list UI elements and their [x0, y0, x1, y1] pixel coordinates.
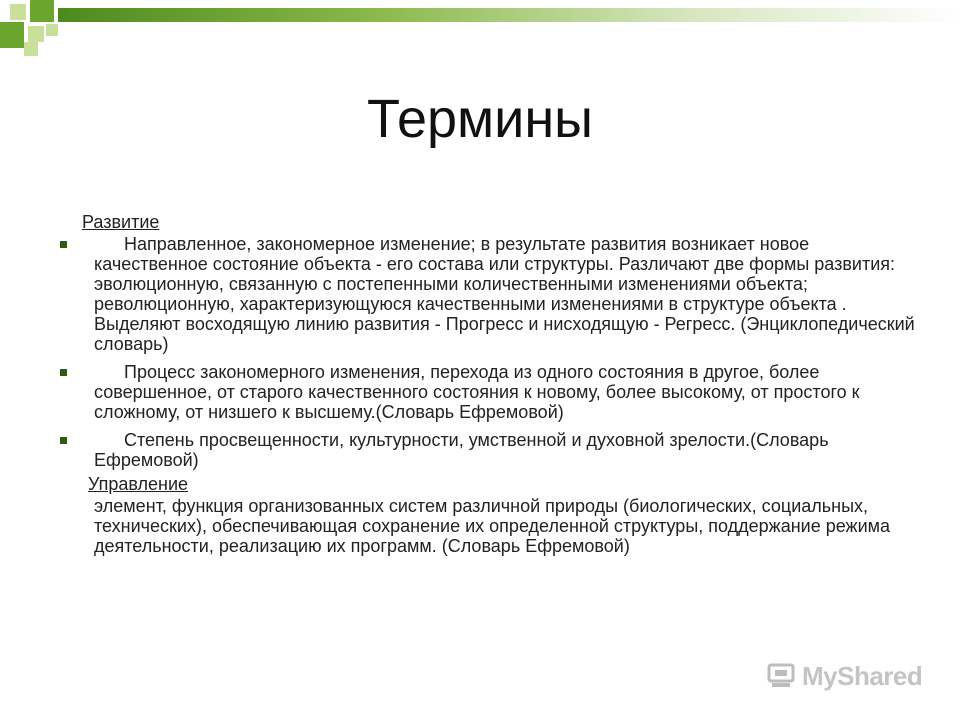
bullet-item: [60, 430, 920, 470]
definition-text: элемент, функция организованных систем различной природы (биологических, социальных, технических), обеспечивающая сохранение их определенной структуры, поддержание режима деятельности, реализацию их программ. (Словарь Ефремовой): [94, 496, 891, 556]
myshared-logo-icon: [766, 661, 796, 691]
bullet-text: Направленное, закономерное изменение; в результате развития возникает новое качественное состояние объекта - его состава или структуры. Различают две формы развития: эволюционную, связанную с постепенными количественными изменениями объекта; революционную, характеризующуюся качественными изменениями в структуре объекта . Выделяют восходящую линию развития - Прогресс и нисходящую - Регресс. (Энциклопедический словарь): [94, 234, 915, 354]
bullet-item: [60, 362, 920, 422]
bullet-item: [60, 234, 920, 354]
square-bullet-icon: [60, 369, 67, 376]
term-heading-management: Управление: [88, 474, 189, 494]
square-bullet-icon: [60, 437, 67, 444]
slide-title: Термины: [367, 89, 593, 149]
top-gradient-bar: [58, 8, 960, 22]
slide-content: [60, 212, 920, 556]
term-heading-development: Развитие: [82, 212, 160, 232]
bullet-text: Степень просвещенности, культурности, умственной и духовной зрелости.(Словарь Ефремовой): [94, 430, 829, 470]
myshared-watermark: [766, 656, 936, 696]
watermark-text: MyShared: [802, 660, 923, 691]
bullet-text: Процесс закономерного изменения, перехода из одного состояния в другое, более совершенное, от старого качественного состояния к новому, более высокому, от простого к сложному, от низшего к высшему.(Словарь Ефремовой): [94, 362, 860, 422]
square-bullet-icon: [60, 241, 67, 248]
